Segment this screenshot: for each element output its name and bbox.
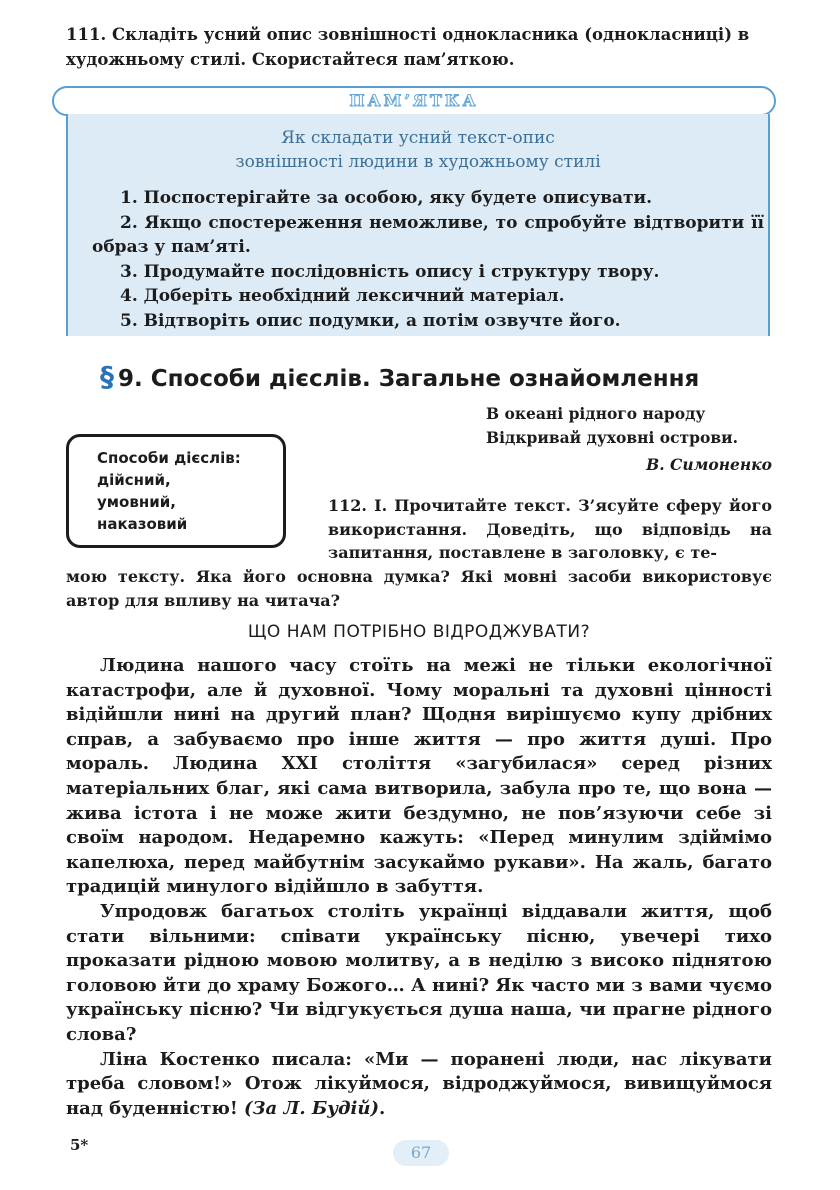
rule-box-item-3: наказовий [97,515,188,533]
rule-box-title: Способи дієслів: [97,449,241,467]
text-source: (За Л. Будій) [244,1097,379,1119]
task-111-number: 111. [66,25,107,44]
memo-list [92,186,764,333]
text-body [66,654,772,1121]
epigraph-line-2: Відкривай духовні острови. [486,428,739,447]
rule-box-item-2: умовний, [97,493,176,511]
page-number: 67 [393,1140,449,1166]
task-112-text-part-1: І. Прочитайте текст. З’ясуйте сферу його використання. Доведіть, що відповідь на запитання, поставлене в заголовку, є те- [328,496,772,562]
memo-item-1: 1. Поспостерігайте за особою, яку будете описувати. [120,188,653,208]
epigraph-author: В. Симоненко [646,455,772,474]
task-112-continued: мою тексту. Яка його основна думка? Які мовні засоби використовує автор для впливу на читача? [66,567,772,610]
task-112-number: 112. [328,496,367,515]
rule-box [66,434,286,548]
text-title: ЩО НАМ ПОТРІБНО ВІДРОДЖУВАТИ? [247,622,591,642]
memo-box [52,86,778,338]
task-112 [328,494,772,565]
memo-item-4: 4. Доберіть необхідний лексичний матеріал. [120,286,565,306]
text-paragraph-3 [66,1048,772,1122]
section-symbol: § [100,360,114,393]
task-111 [66,22,786,72]
text-paragraph-1: Людина нашого часу стоїть на межі не тільки екологічної катастрофи, але й духовної. Чому моральні та духовні цінності відійшли нині на другий план? Щодня вирішуємо купу дрібних справ, а забуваємо про інше життя — про життя душі. Про мораль. Людина XXI століття «загубилася» серед різних матеріальних благ, які сама витворила, забула про те, що вона — жива істота і не може жити бездумно, не пов’язуючи себе зі своїм народом. Недаремно кажуть: «Перед минулим здіймімо капелюха, перед майбутнім засукаймо рукави». На жаль, багато традицій минулого відійшло в забуття. [66,655,772,898]
text-paragraph-3-end: . [379,1097,386,1119]
section-title: 9. Способи дієслів. Загальне ознайомлення [118,366,700,392]
memo-item-2: 2. Якщо спостереження неможливе, то спробуйте відтворити її образ у пам’яті. [92,212,764,257]
epigraph [486,402,786,450]
memo-title-line-1: Як складати усний текст-опис [281,128,555,148]
text-paragraph-2: Упродовж багатьох століть українці віддавали життя, щоб стати вільними: співати українську пісню, увечері тихо проказати рідною мовою молитву, а в неділю з високо піднятою головою йти до храму Божого… А нині? Як часто ми з вами чуємо українську пісню? Чи відгукується душа наша, чи прагне рідного слова? [66,900,772,1045]
text-paragraph-3-body: Ліна Костенко писала: «Ми — поранені люди, нас лікувати треба словом!» Отож лікуймося, відроджуймося, вивищуймося над буденністю! [66,1048,772,1119]
memo-item-5: 5. Відтворіть опис подумки, а потім озвучте його. [120,310,621,331]
signature-mark: 5* [70,1136,89,1154]
rule-box-item-1: дійсний, [97,471,171,489]
task-111-text: Складіть усний опис зовнішності однокласника (однокласниці) в художньому стилі. Скористайтеся пам’яткою. [66,25,750,69]
memo-body [66,114,770,336]
memo-item-3: 3. Продумайте послідовність опису і структуру твору. [120,261,660,282]
memo-title-line-2: зовнішності людини в художньому стилі [235,152,601,172]
memo-header [52,86,776,116]
section-heading [100,360,800,396]
epigraph-line-1: В океані рідного народу [486,404,706,423]
memo-title [68,126,768,174]
memo-header-label: ПАМ’ЯТКА [349,91,479,110]
